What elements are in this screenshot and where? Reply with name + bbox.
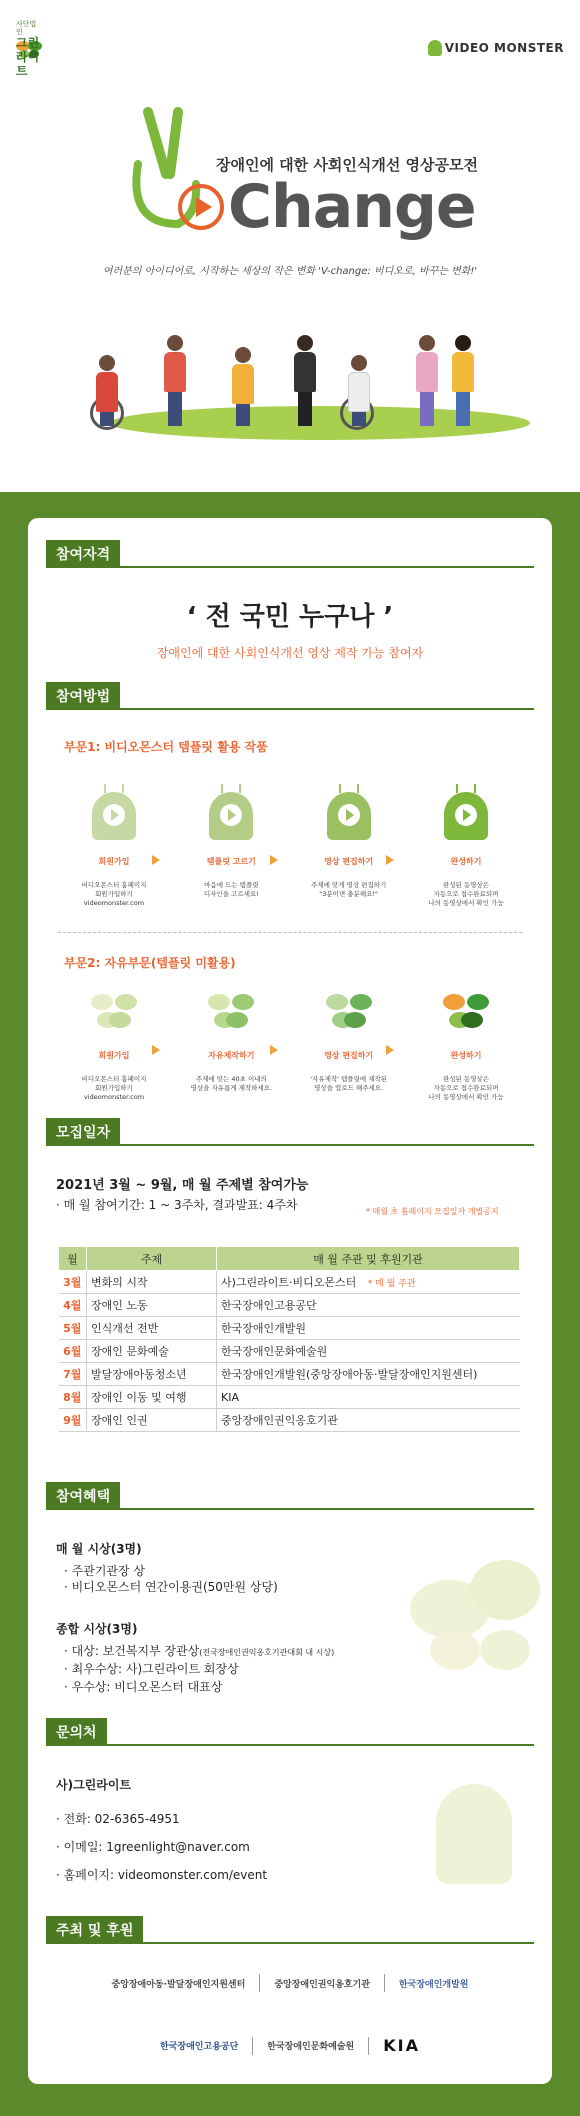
step-desc: 주제에 맞게 영상 편집하기 "3분이면 충분해요!": [311, 881, 387, 898]
sponsor-row-2: [46, 2036, 534, 2055]
row-month: 8월: [59, 1386, 87, 1409]
sponsor-logo[interactable]: 중앙장애인권익옹호기관: [274, 1979, 370, 1990]
section-benefits: [46, 1482, 534, 1510]
section-label: 참여자격: [46, 540, 120, 568]
row-org: KIA: [217, 1386, 520, 1409]
col-month: 월: [59, 1247, 87, 1271]
sponsor-logo[interactable]: 한국장애인개발원: [398, 1979, 469, 1990]
schedule-period: 2021년 3월 ~ 9월, 매 월 주제별 참여가능: [56, 1178, 309, 1193]
monster-icon: [209, 792, 253, 840]
arrow-right-icon: [386, 1045, 394, 1055]
butterfly-icon: [206, 990, 256, 1034]
monthly-award-title: 매 월 시상(3명): [56, 1542, 142, 1556]
butterfly-deco: [480, 1630, 530, 1670]
section-contact: [46, 1718, 534, 1746]
arrow-right-icon: [270, 855, 278, 865]
step-desc: 마음에 드는 템플릿 디자인을 고르세요!: [203, 881, 259, 898]
section-label: 참여방법: [46, 682, 120, 710]
greenlight-logo[interactable]: [16, 20, 42, 78]
hero-title-block: [118, 104, 478, 254]
sponsor-logo[interactable]: KIA: [383, 2036, 420, 2055]
total-award-item: [64, 1642, 334, 1659]
row-org: 한국장애인개발원(중앙장애아동·발달장애인지원센터): [217, 1363, 520, 1386]
sponsor-logo[interactable]: 중앙장애아동·발달장애인지원센터: [111, 1979, 246, 1990]
hero-title: Change: [228, 172, 476, 242]
monster-deco-icon: [436, 1784, 512, 1884]
row-topic: 장애인 인권: [87, 1409, 217, 1432]
step-free-create: [181, 990, 281, 1102]
row-month: 3월: [59, 1271, 87, 1294]
row-topic: 인식개선 전반: [87, 1317, 217, 1340]
row-topic: 발달장애아동청소년: [87, 1363, 217, 1386]
monthly-award-item: · 비디오몬스터 연간이용권(50만원 상당): [64, 1580, 278, 1594]
arrow-right-icon: [152, 855, 160, 865]
grand-prize-note: (전국장애인권익옹호기관대회 내 시상): [199, 1648, 335, 1657]
butterfly-icon: [324, 990, 374, 1034]
step-complete: [416, 990, 516, 1102]
section-sponsors: [46, 1916, 534, 1944]
step-desc: '자유제작' 템플릿에 제작된 영상을 업로드 해주세요.: [310, 1075, 388, 1092]
section-label: 모집일자: [46, 1118, 120, 1146]
arrow-right-icon: [270, 1045, 278, 1055]
arrow-right-icon: [386, 855, 394, 865]
section-label: 문의처: [46, 1718, 107, 1746]
row-org-text: 사)그린라이트·비디오몬스터: [221, 1276, 357, 1289]
table-row: [59, 1340, 520, 1363]
org-small-label: 사단법인: [16, 20, 37, 36]
row-extra: * 매 월 주관: [367, 1279, 416, 1289]
table-row: [59, 1271, 520, 1294]
row-org: 중앙장애인권익옹호기관: [217, 1409, 520, 1432]
schedule-table: [58, 1246, 520, 1432]
section-method: [46, 682, 534, 710]
sponsor-row-1: [46, 1974, 534, 1992]
grand-prize: · 대상: 보건복지부 장관상: [64, 1644, 200, 1658]
row-month: 4월: [59, 1294, 87, 1317]
section-schedule: [46, 1118, 534, 1146]
row-month: 6월: [59, 1340, 87, 1363]
table-row: [59, 1294, 520, 1317]
step-desc: 주제에 맞는 40초 이내의 영상을 자유롭게 제작하세요.: [190, 1075, 273, 1092]
header-area: [0, 0, 580, 492]
total-award-title: 종합 시상(3명): [56, 1622, 138, 1636]
total-award-item: · 우수상: 비디오몬스터 대표상: [64, 1680, 223, 1694]
step-label: 자유제작하기: [208, 1051, 255, 1060]
row-month: 5월: [59, 1317, 87, 1340]
hero-subtitle: 장애인에 대한 사회인식개선 영상공모전: [216, 156, 478, 174]
step-label: 템플릿 고르기: [206, 857, 256, 866]
table-row: [59, 1386, 520, 1409]
schedule-note: * 매월 초 홈페이지 모집일자 개별공지: [366, 1207, 499, 1216]
schedule-detail: · 매 월 참여기간: 1 ~ 3주차, 결과발표: 4주차: [56, 1198, 298, 1212]
row-org: [217, 1271, 520, 1294]
step-desc: 완성된 동영상은 자동으로 접수완료되며 나의 동영상에서 확인 가능: [428, 1075, 504, 1101]
step-edit: [299, 792, 399, 908]
monster-icon: [428, 40, 442, 56]
part1-steps: [64, 792, 516, 908]
table-row: [59, 1409, 520, 1432]
sponsor-logo[interactable]: 한국장애인문화예술원: [267, 2042, 355, 2052]
total-award-item: · 최우수상: 사)그린라이트 회장상: [64, 1662, 239, 1676]
monthly-award-item: · 주관기관장 상: [64, 1564, 145, 1578]
butterfly-deco: [430, 1630, 480, 1670]
monster-icon: [327, 792, 371, 840]
step-desc: 완성된 동영상은 자동으로 접수완료되며 나의 동영상에서 확인 가능: [428, 881, 504, 907]
step-signup: [64, 990, 164, 1102]
row-org: 한국장애인문화예술원: [217, 1340, 520, 1363]
contact-email[interactable]: · 이메일: 1greenlight@naver.com: [56, 1840, 250, 1854]
butterfly-icon: [441, 990, 491, 1034]
butterfly-deco: [470, 1560, 540, 1620]
step-label: 영상 편집하기: [324, 1051, 374, 1060]
monster-icon: [444, 792, 488, 840]
step-label: 완성하기: [450, 1051, 482, 1060]
step-complete: [416, 792, 516, 908]
contact-phone: · 전화: 02-6365-4951: [56, 1812, 180, 1826]
step-edit: [299, 990, 399, 1102]
step-label: 완성하기: [450, 857, 482, 866]
part2-steps: [64, 990, 516, 1102]
row-topic: 장애인 노동: [87, 1294, 217, 1317]
row-month: 7월: [59, 1363, 87, 1386]
people-illustration: [70, 300, 530, 440]
eligibility-headline: ‘ 전 국민 누구나 ’: [186, 602, 394, 632]
part1-title: 부문1: 비디오몬스터 템플릿 활용 작품: [64, 740, 268, 754]
row-org: 한국장애인개발원: [217, 1317, 520, 1340]
row-topic: 장애인 문화예술: [87, 1340, 217, 1363]
step-template: [181, 792, 281, 908]
part2-title: 부문2: 자유부문(템플릿 미활용): [64, 956, 236, 970]
table-row: [59, 1317, 520, 1340]
contact-org: 사)그린라이트: [56, 1778, 132, 1792]
divider: [58, 932, 522, 933]
row-topic: 장애인 이동 및 여행: [87, 1386, 217, 1409]
butterfly-icon: [89, 990, 139, 1034]
row-org: 한국장애인고용공단: [217, 1294, 520, 1317]
videomonster-logo[interactable]: [428, 40, 564, 56]
partner-logo-text: VIDEO MONSTER: [444, 41, 564, 55]
table-row: [59, 1363, 520, 1386]
sponsor-logo[interactable]: 한국장애인고용공단: [160, 2042, 239, 2052]
section-label: 참여혜택: [46, 1482, 120, 1510]
step-label: 회원가입: [98, 1051, 130, 1060]
monster-icon: [92, 792, 136, 840]
step-desc: 비디오몬스터 홈페이지 회원가입하기 videomonster.com: [81, 881, 147, 907]
section-eligibility: [46, 540, 534, 568]
org-name: 그린라이트: [16, 36, 40, 78]
play-icon: [178, 184, 224, 230]
step-label: 회원가입: [98, 857, 130, 866]
col-org: 매 월 주관 및 후원기관: [217, 1247, 520, 1271]
step-desc: 비디오몬스터 홈페이지 회원가입하기 videomonster.com: [81, 1075, 147, 1101]
contact-homepage[interactable]: · 홈페이지: videomonster.com/event: [56, 1868, 268, 1882]
eligibility-detail: 장애인에 대한 사회인식개선 영상 제작 가능 참여자: [156, 646, 424, 660]
row-topic: 변화의 시작: [87, 1271, 217, 1294]
arrow-right-icon: [152, 1045, 160, 1055]
col-topic: 주제: [87, 1247, 217, 1271]
row-month: 9월: [59, 1409, 87, 1432]
hero-tagline: 여러분의 아이디어로, 시작하는 세상의 작은 변화 'V-change: 비디오로, 바꾸는 변화!': [102, 266, 478, 277]
step-label: 영상 편집하기: [324, 857, 374, 866]
section-label: 주최 및 후원: [46, 1916, 143, 1944]
step-signup: [64, 792, 164, 908]
